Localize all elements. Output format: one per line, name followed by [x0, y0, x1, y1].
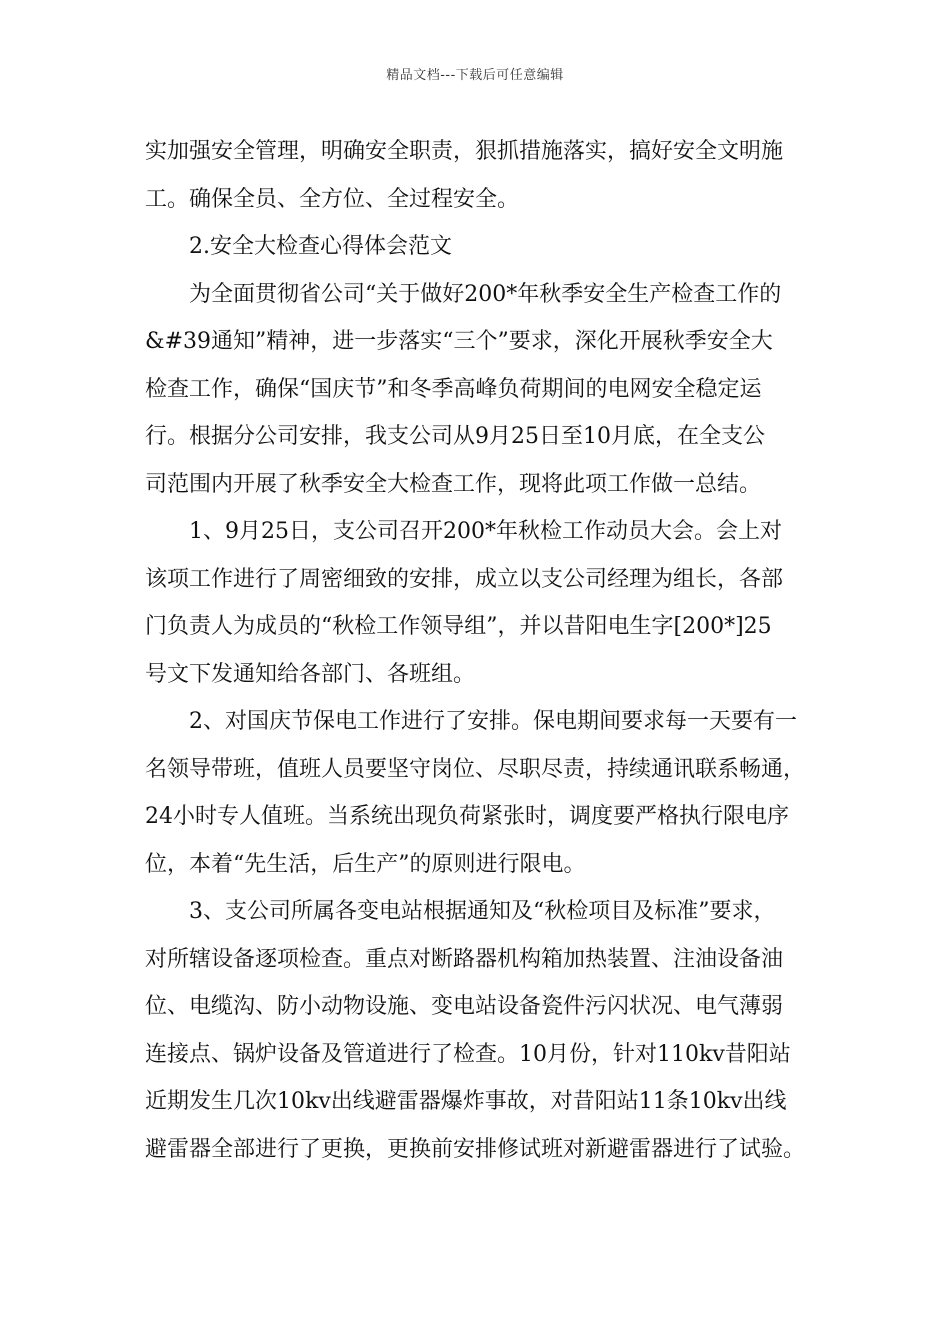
text-line: &#39通知”精神，进一步落实“三个”要求，深化开展秋季安全大	[145, 329, 773, 354]
document-body	[145, 128, 815, 1173]
text-line: 为全面贯彻省公司“关于做好200*年秋季安全生产检查工作的	[189, 281, 782, 307]
text-line: 门负责人为成员的“秋检工作领导组”，并以昔阳电生字[200*]25	[145, 614, 772, 639]
text-line: 避雷器全部进行了更换，更换前安排修试班对新避雷器进行了试验。	[145, 1136, 806, 1162]
text-line: 近期发生几次10kv出线避雷器爆炸事故，对昔阳站11条10kv出线	[145, 1089, 787, 1114]
text-line: 该项工作进行了周密细致的安排，成立以支公司经理为组长，各部	[145, 566, 784, 592]
text-line: 名领导带班，值班人员要坚守岗位、尽职尽责，持续通讯联系畅通，	[145, 756, 806, 782]
text-line: 检查工作，确保“国庆节”和冬季高峰负荷期间的电网安全稳定运	[145, 376, 762, 402]
text-line: 司范围内开展了秋季安全大检查工作，现将此项工作做一总结。	[145, 471, 762, 497]
text-line: 实加强安全管理，明确安全职责，狠抓措施落实，搞好安全文明施	[145, 139, 784, 164]
text-line: 24小时专人值班。当系统出现负荷紧张时，调度要严格执行限电序	[145, 804, 789, 829]
text-line: 位、电缆沟、防小动物设施、变电站设备瓷件污闪状况、电气薄弱	[145, 994, 784, 1019]
text-line: 号文下发通知给各部门、各班组。	[145, 661, 476, 687]
text-line: 位，本着“先生活，后生产”的原则进行限电。	[145, 851, 586, 877]
page-header: 精品文档---下载后可任意编辑	[386, 68, 564, 83]
text-line: 3、支公司所属各变电站根据通知及“秋检项目及标准”要求，	[189, 899, 776, 924]
text-line: 连接点、锅炉设备及管道进行了检查。10月份，针对110kv昔阳站	[145, 1041, 791, 1067]
text-line: 1、9月25日，支公司召开200*年秋检工作动员大会。会上对	[189, 519, 782, 544]
text-line: 工。确保全员、全方位、全过程安全。	[145, 186, 520, 212]
text-line: 行。根据分公司安排，我支公司从9月25日至10月底，在全支公	[145, 424, 765, 449]
text-line: 对所辖设备逐项检查。重点对断路器机构箱加热装置、注油设备油	[145, 946, 784, 972]
section-heading: 2.安全大检查心得体会范文	[189, 234, 452, 259]
text-line: 2、对国庆节保电工作进行了安排。保电期间要求每一天要有一	[189, 709, 797, 734]
